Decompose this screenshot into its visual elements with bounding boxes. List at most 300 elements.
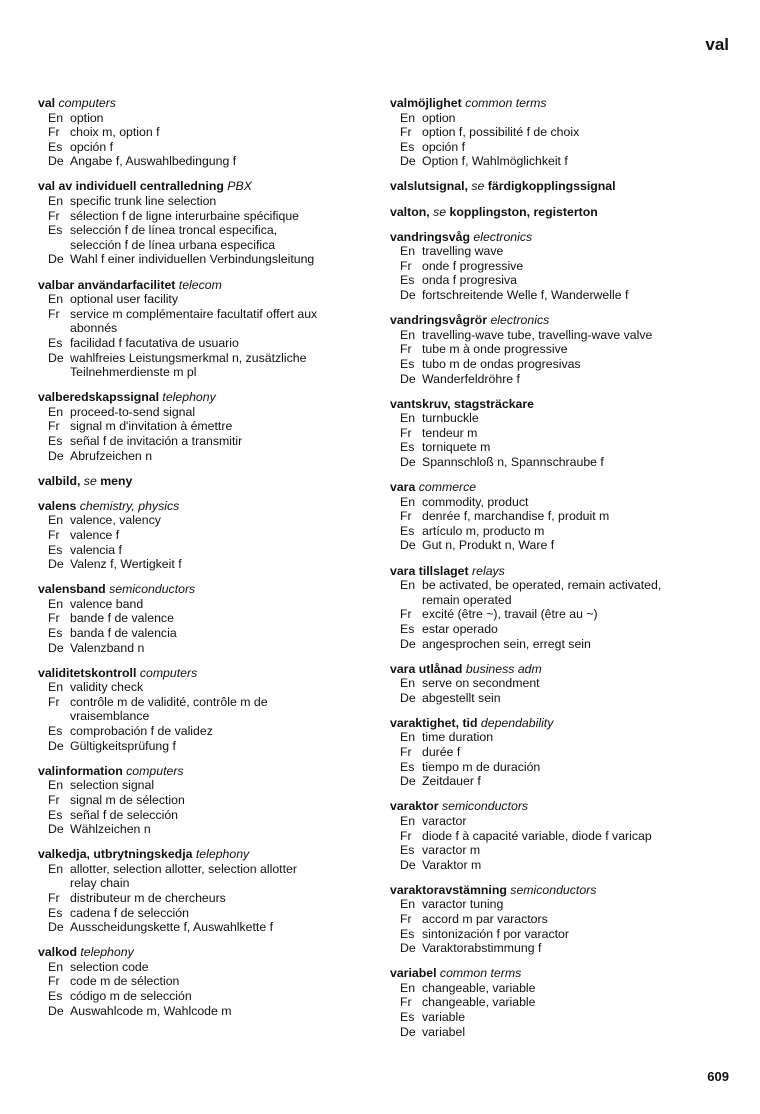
- headword: varaktor: [390, 799, 439, 814]
- headword: val: [38, 96, 56, 110]
- translation-text: valencia f: [70, 542, 122, 557]
- translation-line: [38, 528, 376, 543]
- entry-head: [390, 397, 735, 412]
- translation-text: time duration: [422, 730, 494, 745]
- dictionary-entry: [38, 499, 376, 572]
- language-code: Es: [48, 807, 63, 822]
- translation-line: [390, 995, 735, 1010]
- language-code: En: [400, 494, 416, 509]
- translation-line: [390, 745, 735, 760]
- language-code: En: [400, 897, 416, 912]
- translation-text: bande f de valence: [70, 611, 174, 626]
- translation-text: Valenzband n: [70, 640, 145, 655]
- language-code: Fr: [48, 419, 60, 434]
- language-code: De: [400, 154, 416, 169]
- translation-line: [390, 273, 735, 288]
- language-code: En: [48, 861, 64, 876]
- translation-text: optional user facility: [70, 292, 178, 307]
- translation-text: denrée f, marchandise f, produit m: [422, 509, 610, 524]
- translation-line: [390, 342, 735, 357]
- language-code: De: [400, 774, 416, 789]
- language-code: En: [48, 680, 64, 695]
- translation-text: varactor tuning: [422, 897, 504, 912]
- translation-continuation: vraisemblance: [70, 709, 150, 724]
- translation-text: cadena f de selección: [70, 905, 189, 920]
- translation-text: wahlfreies Leistungsmerkmal n, zusätzliche: [70, 350, 307, 365]
- entry-head: [390, 230, 735, 245]
- language-code: En: [400, 411, 416, 426]
- dictionary-entry: [38, 278, 376, 380]
- headword: valberedskapssignal: [38, 390, 159, 405]
- language-code: De: [48, 640, 64, 655]
- translation-text: valence band: [70, 596, 144, 611]
- translation-text: tubo m de ondas progresivas: [422, 356, 581, 371]
- translation-text: banda f de valencia: [70, 626, 177, 640]
- language-code: De: [48, 448, 64, 463]
- translation-line: [38, 140, 376, 155]
- translation-line: [390, 912, 735, 927]
- language-code: De: [400, 857, 416, 872]
- translation-text: comprobación f de validez: [70, 724, 213, 739]
- translation-line: [38, 626, 376, 641]
- translation-line: [38, 597, 376, 612]
- language-code: Es: [48, 626, 63, 640]
- translation-line: [38, 543, 376, 558]
- language-code: De: [400, 636, 416, 651]
- translation-line: [38, 920, 376, 935]
- language-code: En: [48, 404, 64, 419]
- translation-text: specific trunk line selection: [70, 194, 217, 209]
- translation-line: [390, 495, 735, 510]
- translation-text: Varaktorabstimmung f: [422, 941, 542, 956]
- entry-head: [390, 966, 735, 981]
- translation-line: [390, 328, 735, 343]
- translation-text: opción f: [70, 139, 114, 154]
- left-column: [38, 96, 376, 1029]
- dictionary-entry: [38, 945, 376, 1018]
- headword: valmöjlighet: [390, 96, 462, 110]
- language-code: Es: [400, 523, 415, 538]
- entry-head: [38, 847, 376, 862]
- translation-line: [390, 814, 735, 829]
- subject-domain: electronics: [490, 313, 550, 328]
- entry-head: [38, 96, 376, 111]
- translation-line: [38, 891, 376, 906]
- language-code: En: [400, 110, 416, 125]
- subject-domain: semiconductors: [109, 582, 196, 597]
- headword: varaktighet, tid: [390, 715, 478, 730]
- language-code: Es: [400, 1010, 415, 1025]
- translation-text: onda f progresiva: [422, 273, 518, 288]
- translation-line: [390, 426, 735, 441]
- dictionary-entry: [38, 390, 376, 463]
- language-code: Fr: [400, 828, 412, 843]
- translation-text: accord m par varactors: [422, 912, 548, 926]
- translation-line: [390, 676, 735, 691]
- language-code: Es: [48, 433, 63, 448]
- translation-text: tube m à onde progressive: [422, 342, 568, 357]
- translation-line: [390, 774, 735, 789]
- dictionary-entry: [38, 179, 376, 267]
- translation-line: [390, 244, 735, 259]
- page-number: 609: [707, 1069, 729, 1084]
- translation-text: Zeitdauer f: [422, 774, 481, 789]
- entry-head: [390, 313, 735, 328]
- translation-line: [38, 292, 376, 307]
- subject-domain: electronics: [473, 229, 533, 244]
- translation-text: option: [422, 110, 456, 125]
- translation-text: opción f: [422, 139, 466, 154]
- headword: vara utlånad: [390, 661, 463, 676]
- headword: valens: [38, 498, 77, 513]
- entry-head: [38, 278, 376, 293]
- running-head: val: [705, 35, 729, 54]
- subject-domain: telephony: [162, 390, 216, 405]
- translation-text: fortschreitende Welle f, Wanderwelle f: [422, 288, 629, 303]
- translation-text: excité (être ~), travail (être au ~): [422, 607, 598, 622]
- translation-text: signal m d'invitation à émettre: [70, 419, 233, 434]
- language-code: De: [48, 252, 64, 267]
- translation-line: [390, 941, 735, 956]
- language-code: De: [48, 920, 64, 935]
- entry-head: [390, 716, 735, 731]
- language-code: Es: [48, 139, 63, 154]
- translation-text: turnbuckle: [422, 411, 479, 426]
- entry-head: [38, 764, 376, 779]
- translation-text: selección f de línea troncal especifica,: [70, 223, 278, 238]
- dictionary-entry: [390, 966, 735, 1039]
- translation-text: tendeur m: [422, 425, 478, 440]
- language-code: En: [400, 244, 416, 259]
- right-column: [390, 96, 735, 1050]
- translation-line: [390, 829, 735, 844]
- translation-text: señal f de invitación a transmitir: [70, 433, 243, 448]
- entry-head: [38, 390, 376, 405]
- translation-continuation: remain operated: [422, 592, 512, 607]
- dictionary-entry: [38, 96, 376, 169]
- subject-domain: telecom: [178, 277, 222, 292]
- subject-domain: business adm: [465, 661, 542, 676]
- translation-text: facilidad f facutativa de usuario: [70, 335, 239, 350]
- translation-line: [390, 411, 735, 426]
- subject-domain: telephony: [195, 847, 250, 862]
- language-code: En: [400, 676, 416, 691]
- language-code: Fr: [48, 125, 60, 140]
- entry-head: [390, 96, 735, 111]
- language-code: Es: [400, 139, 415, 154]
- subject-domain: dependability: [480, 715, 554, 730]
- dictionary-entry: [38, 666, 376, 754]
- dictionary-entry: [390, 480, 735, 553]
- dictionary-entry: [38, 474, 376, 489]
- dictionary-entry: [390, 205, 735, 220]
- headword: valbar användarfacilitet: [38, 277, 176, 292]
- translation-line: [38, 434, 376, 449]
- translation-text: travelling wave: [422, 244, 504, 259]
- headword: valbild,: [38, 473, 81, 488]
- subject-domain: PBX: [227, 179, 252, 194]
- translation-continuation: selección f de línea urbana especifica: [70, 237, 276, 252]
- language-code: Fr: [48, 208, 60, 223]
- language-code: Fr: [48, 694, 60, 709]
- entry-head: [390, 564, 735, 579]
- translation-line: [38, 405, 376, 420]
- translation-line: [390, 357, 735, 372]
- language-code: Es: [400, 440, 415, 455]
- translation-text: Spannschloß n, Spannschraube f: [422, 454, 604, 469]
- language-code: De: [48, 350, 64, 365]
- language-code: Es: [400, 926, 415, 941]
- translation-line: [390, 1025, 735, 1040]
- translation-line: [38, 111, 376, 126]
- translation-line: [390, 154, 735, 169]
- entry-head: [38, 666, 376, 681]
- subject-domain: computers: [58, 96, 116, 110]
- cross-reference-target: färdigkopplingssignal: [487, 179, 616, 194]
- translation-line: [38, 307, 376, 322]
- language-code: Es: [48, 724, 63, 739]
- translation-text: valence, valency: [70, 513, 161, 528]
- translation-text: allotter, selection allotter, selection allotter: [70, 861, 297, 876]
- translation-text: señal f de selección: [70, 807, 179, 822]
- translation-line: [38, 419, 376, 434]
- language-code: Fr: [48, 306, 60, 321]
- language-code: Es: [48, 223, 63, 238]
- translation-line: [390, 111, 735, 126]
- translation-line: [38, 778, 376, 793]
- headword: vantskruv, stagsträckare: [390, 396, 535, 411]
- entry-head: [38, 499, 376, 514]
- headword: val av individuell centralledning: [38, 179, 224, 194]
- language-code: Fr: [400, 995, 412, 1010]
- translation-line: [38, 194, 376, 209]
- translation-text: signal m de sélection: [70, 792, 185, 807]
- translation-line: [38, 252, 376, 267]
- language-code: Fr: [48, 974, 60, 989]
- translation-line: [390, 524, 735, 539]
- language-code: Es: [400, 843, 415, 858]
- translation-text: proceed-to-send signal: [70, 404, 196, 419]
- translation-text: sélection f de ligne interurbaine spécifique: [70, 208, 300, 223]
- translation-text: selection code: [70, 959, 149, 974]
- translation-text: Angabe f, Auswahlbedingung f: [70, 154, 237, 169]
- language-code: Fr: [48, 792, 60, 807]
- language-code: Fr: [400, 745, 412, 760]
- language-code: En: [400, 980, 416, 995]
- language-code: En: [48, 292, 64, 307]
- translation-line: [38, 557, 376, 572]
- language-code: De: [400, 371, 416, 386]
- language-code: Es: [400, 759, 415, 774]
- translation-line: [38, 209, 376, 224]
- entry-head: [38, 179, 376, 194]
- language-code: En: [48, 110, 64, 125]
- entry-head: [390, 179, 735, 194]
- translation-line: [390, 140, 735, 155]
- dictionary-entry: [390, 313, 735, 386]
- language-code: Es: [48, 905, 63, 920]
- language-code: De: [48, 557, 64, 572]
- entry-head: [38, 474, 376, 489]
- translation-text: distributeur m de chercheurs: [70, 891, 226, 905]
- translation-text: código m de selección: [70, 989, 192, 1004]
- language-code: De: [400, 1024, 416, 1039]
- language-code: Fr: [48, 527, 60, 542]
- headword: valton,: [390, 204, 430, 219]
- headword: varaktoravstämning: [390, 882, 507, 897]
- headword: valensband: [38, 582, 106, 597]
- translation-text: torniquete m: [422, 440, 491, 455]
- translation-text: estar operado: [422, 621, 498, 636]
- translation-text: angesprochen sein, erregt sein: [422, 636, 591, 651]
- language-code: Fr: [400, 912, 412, 926]
- translation-text: commodity, product: [422, 494, 529, 509]
- translation-text: Wählzeichen n: [70, 822, 151, 837]
- translation-text: option: [70, 110, 104, 125]
- language-code: En: [400, 578, 416, 593]
- translation-continuation: relay chain: [70, 876, 130, 891]
- cross-reference-marker: se: [433, 204, 447, 219]
- language-code: Es: [400, 356, 415, 371]
- translation-line: [38, 695, 376, 710]
- translation-text: choix m, option f: [70, 125, 160, 140]
- entry-head: [38, 945, 376, 960]
- translation-text: changeable, variable: [422, 980, 536, 995]
- language-code: Fr: [400, 509, 412, 524]
- translation-line: [38, 974, 376, 989]
- translation-line: [38, 960, 376, 975]
- translation-line: [38, 513, 376, 528]
- translation-text: be activated, be operated, remain activated,: [422, 578, 662, 593]
- language-code: De: [48, 822, 64, 837]
- translation-line: [38, 739, 376, 754]
- language-code: En: [48, 778, 64, 793]
- dictionary-entry: [390, 96, 735, 169]
- translation-continuation: abonnés: [70, 321, 118, 336]
- dictionary-entry: [38, 582, 376, 655]
- translation-line: [38, 989, 376, 1004]
- translation-text: Wanderfeldröhre f: [422, 371, 520, 386]
- dictionary-entry: [390, 883, 735, 956]
- translation-line: [38, 822, 376, 837]
- language-code: Es: [400, 273, 415, 288]
- translation-text: serve on secondment: [422, 676, 540, 691]
- translation-line: [390, 730, 735, 745]
- dictionary-entry: [390, 179, 735, 194]
- dictionary-entry: [38, 847, 376, 935]
- translation-line: [390, 637, 735, 652]
- dictionary-entry: [390, 397, 735, 470]
- translation-text: option f, possibilité f de choix: [422, 125, 580, 140]
- headword: valslutsignal,: [390, 179, 468, 194]
- language-code: De: [400, 690, 416, 705]
- entry-head: [390, 662, 735, 677]
- translation-text: Gültigkeitsprüfung f: [70, 738, 176, 753]
- language-code: Fr: [48, 891, 60, 905]
- subject-domain: semiconductors: [441, 799, 529, 814]
- language-code: Fr: [48, 611, 60, 626]
- dictionary-entry: [38, 764, 376, 837]
- language-code: De: [400, 454, 416, 469]
- translation-text: changeable, variable: [422, 995, 536, 1010]
- language-code: De: [48, 738, 64, 753]
- headword: variabel: [390, 966, 437, 981]
- translation-text: travelling-wave tube, travelling-wave valve: [422, 327, 653, 342]
- entry-head: [390, 205, 735, 220]
- translation-text: onde f progressive: [422, 258, 524, 273]
- translation-text: selection signal: [70, 778, 155, 793]
- subject-domain: chemistry, physics: [79, 498, 180, 513]
- translation-text: abgestellt sein: [422, 690, 501, 705]
- translation-line: [38, 223, 376, 238]
- translation-line: [38, 724, 376, 739]
- language-code: En: [48, 596, 64, 611]
- language-code: Es: [48, 542, 63, 557]
- language-code: Fr: [400, 425, 412, 440]
- language-code: Fr: [400, 342, 412, 357]
- entry-head: [390, 480, 735, 495]
- dictionary-entry: [390, 799, 735, 872]
- headword: valinformation: [38, 763, 123, 778]
- translation-text: Varaktor m: [422, 857, 482, 872]
- translation-text: Option f, Wahlmöglichkeit f: [422, 154, 568, 169]
- headword: validitetskontroll: [38, 665, 137, 680]
- translation-line: [390, 843, 735, 858]
- subject-domain: computers: [126, 763, 184, 778]
- entry-head: [390, 883, 735, 898]
- translation-continuation: Teilnehmerdienste m pl: [70, 365, 197, 380]
- language-code: En: [48, 194, 64, 209]
- cross-reference-target: meny: [100, 473, 133, 488]
- translation-line: [390, 691, 735, 706]
- translation-line: [390, 372, 735, 387]
- translation-line: [390, 509, 735, 524]
- translation-line: [390, 125, 735, 140]
- language-code: En: [400, 327, 416, 342]
- subject-domain: common terms: [465, 96, 547, 110]
- subject-domain: commerce: [418, 480, 477, 495]
- entry-head: [390, 799, 735, 814]
- dictionary-entry: [390, 230, 735, 303]
- translation-line: [390, 622, 735, 637]
- translation-line: [390, 578, 735, 593]
- translation-line: [390, 607, 735, 622]
- dictionary-entry: [390, 716, 735, 789]
- translation-line: [390, 440, 735, 455]
- translation-text: code m de sélection: [70, 974, 180, 989]
- translation-text: varactor: [422, 813, 467, 828]
- translation-line: [390, 858, 735, 873]
- translation-text: Valenz f, Wertigkeit f: [70, 557, 182, 572]
- translation-text: artículo m, producto m: [422, 523, 545, 538]
- translation-line: [38, 862, 376, 877]
- language-code: De: [400, 538, 416, 553]
- translation-text: diode f à capacité variable, diode f varicap: [422, 828, 652, 843]
- translation-text: variabel: [422, 1024, 466, 1039]
- headword: valkedja, utbrytningskedja: [38, 847, 193, 862]
- language-code: De: [400, 288, 416, 303]
- translation-line: [38, 154, 376, 169]
- subject-domain: telephony: [80, 945, 134, 960]
- headword: vara: [390, 480, 416, 495]
- translation-line: [38, 641, 376, 656]
- language-code: En: [48, 959, 64, 974]
- headword: vandringsvågrör: [390, 313, 488, 328]
- cross-reference-marker: se: [83, 473, 97, 488]
- translation-text: Ausscheidungskette f, Auswahlkette f: [70, 920, 274, 935]
- language-code: Es: [400, 621, 415, 636]
- translation-line: [390, 760, 735, 775]
